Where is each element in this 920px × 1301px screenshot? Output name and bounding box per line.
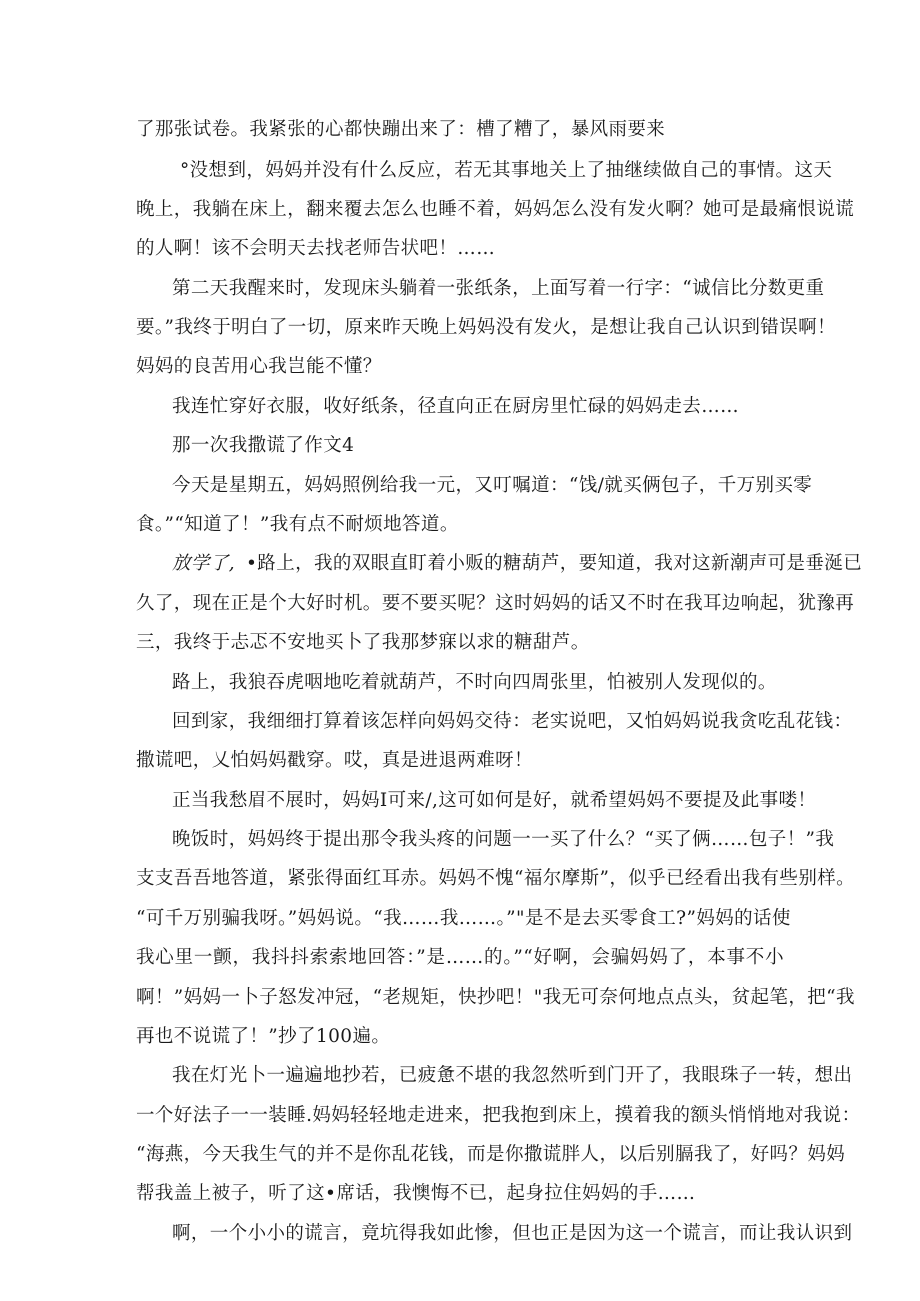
text-line: 我在灯光卜一遍遍地抄若，已疲惫不堪的我忽然听到门开了，我眼珠子一转，想出 [172, 1065, 853, 1086]
text-line: 正当我愁眉不展时，妈妈I可来/,这可如何是好，就希望妈妈不要提及此事喽！ [172, 790, 817, 811]
text-line: 路上，我狼吞虎咽地吃着就葫芦，不时向四周张里，怕被别人发现似的。 [172, 672, 777, 693]
text-line: 食。”“知道了！”我有点不耐烦地答道。 [136, 514, 459, 535]
text-line: 我心里一颤，我抖抖索索地回答：”是……的。”“好啊，会骗妈妈了，本事不小 [136, 947, 784, 968]
text-line: °没想到，妈妈并没有什么反应，若无其事地关上了抽继续做自己的事情。这天 [180, 160, 833, 181]
text-line: 晚饭时，妈妈终于提出那令我头疼的问题一一买了什么？“买了俩……包子！”我 [172, 829, 835, 850]
text-line: 了那张试卷。我紧张的心都快蹦出来了：槽了糟了，暴风雨要来 [136, 119, 666, 140]
text-line: 晚上，我躺在床上，翻来覆去怎么也睡不着，妈妈怎么没有发火啊？她可是最痛恨说谎 [136, 199, 855, 220]
text-line: •路上，我的双眼直盯着小贩的糖葫芦，要知道，我对这新潮声可是垂涎已 [246, 553, 863, 574]
text-line: 支支吾吾地答道，紧张得面红耳赤。妈妈不愧“福尔摩斯”，似乎已经看出我有些别样。 [136, 868, 856, 889]
text-line: 妈妈的良苦用心我岂能不懂？ [136, 356, 382, 377]
text-line: “海燕，今天我生气的并不是你乱花钱，而是你撒谎胖人，以后别膈我了，好吗？妈妈 [136, 1144, 846, 1165]
section-title: 那一次我撒谎了作文4 [172, 435, 355, 456]
text-line: 三，我终于忐忑不安地买卜了我那梦寐以求的糖甜芦。 [136, 632, 590, 653]
text-line: 我连忙穿好衣服，收好纸条，径直向正在厨房里忙碌的妈妈走去…… [172, 396, 740, 417]
text-line: 第二天我醒来时，发现床头躺着一张纸条，上面写着一行字：“诚信比分数更重 [172, 278, 825, 299]
text-line: 回到家，我细细打算着该怎样向妈妈交待：老实说吧，又怕妈妈说我贪吃乱花钱： [172, 711, 853, 732]
text-line: 久了，现在正是个大好时机。要不要买呢？这时妈妈的话又不时在我耳边响起，犹豫再 [136, 593, 855, 614]
text-line: 一个好法子一一装睡.妈妈轻轻地走进来，把我抱到床上，摸着我的额头悄悄地对我说： [136, 1105, 861, 1126]
text-line: 啊！”妈妈一卜子怒发冲冠，“老规矩，快抄吧！"我无可奈何地点点头，贫起笔，把“我 [136, 987, 855, 1008]
text-line: 的人啊！该不会明天去找老师告状吧！…… [136, 238, 496, 259]
text-line: “可千万别骗我呀。”妈妈说。“我……我……。”"是不是去买零食工?”妈妈的话使 [136, 908, 791, 929]
text-line: 要。”我终于明白了一切，原来昨天晚上妈妈没有发火，是想让我自己认识到错误啊！ [136, 317, 836, 338]
text-line: 撒谎吧，乂怕妈妈戳穿。哎，真是进退两难呀！ [136, 750, 533, 771]
text-line: 啊，一个小小的谎言，竟坑得我如此惨，但也正是因为这一个谎言，而让我认识到 [172, 1223, 853, 1244]
text-line-italic: 放学了, [172, 553, 235, 574]
text-line: 再也不说谎了！”抄了100遍。 [136, 1026, 391, 1047]
text-line: 帮我盖上被子，听了这•席话，我懊悔不已，起身拉住妈妈的手…… [136, 1183, 696, 1204]
text-line: 今天是星期五，妈妈照例给我一元，又叮嘱道：“饯/就买俩包子，千万别买零 [172, 475, 813, 496]
